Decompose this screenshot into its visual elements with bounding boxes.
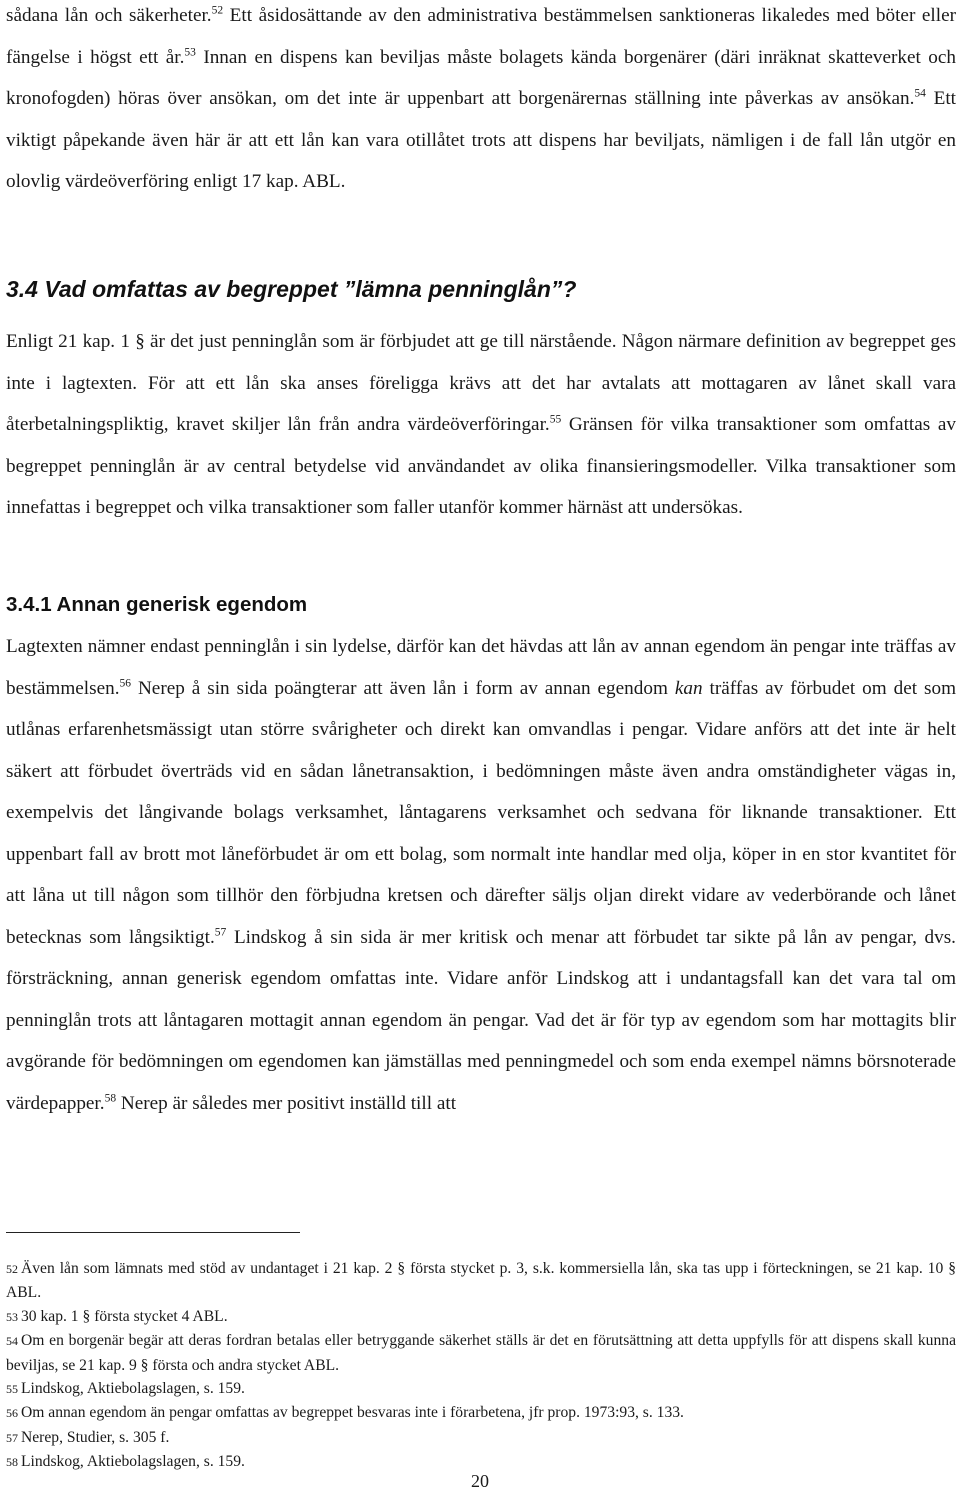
paragraph-text: Ett åsidosättande av den administrativa bestämmelsen sanktioneras likaledes med böter eller fängelse i högst ett år. <box>6 5 956 68</box>
footnote-ref: 56 <box>119 677 131 690</box>
footnotes <box>6 1257 956 1475</box>
footnote <box>6 1305 956 1329</box>
footnote-ref: 57 <box>214 926 227 939</box>
section-heading-3-4: 3.4 Vad omfattas av begreppet ”lämna penninglån”? <box>6 276 577 302</box>
footnote-text: 30 kap. 1 § första stycket 4 ABL. <box>21 1307 228 1325</box>
footnote-number: 55 <box>6 1382 18 1397</box>
footnote-number: 52 <box>6 1262 18 1276</box>
page-number: 20 <box>471 1471 489 1491</box>
paragraph-text: träffas av förbudet om det som utlånas erfarenhetsmässigt utan större svårigheter och direkt kan omvandlas i pengar. Vidare anförs att det inte är helt säkert att förbudet överträds vid en sådan lånetransaktion, i bedömningen måste även andra omständigheter vägas in, exempelvis det långivande bolags verksamhet, låntagarens verksamhet och sedvana för liknande transaktioner. Ett uppenbart fall av brott mot låneförbudet är om ett bolag, som normalt inte handlar med olja, köper in en stor kvantitet för att låna ut till någon som tillhör den förbjudna kretsen och därefter säljs oljan direkt vidare av vederbörande och lånet betecknas som långsiktigt. <box>6 677 956 948</box>
footnote-ref: 55 <box>549 413 562 426</box>
footnote <box>6 1377 956 1401</box>
paragraph-text: Nerep å sin sida poängterar att även lån i form av annan egendom <box>131 677 675 699</box>
paragraph-annan-egendom <box>6 626 956 1124</box>
paragraph-penninglan-definition <box>6 321 956 529</box>
footnote-separator <box>6 1232 300 1233</box>
footnote-ref: 54 <box>914 87 926 100</box>
paragraph-text: Lindskog å sin sida är mer kritisk och menar att förbudet tar sikte på lån av pengar, dvs. försträckning, annan generisk egendom omfattas inte. Vidare anför Lindskog att i undantagsfall kan det vara tal om penninglån trots att låntagaren mottagit annan egendom än pengar. Vad det är för typ av egendom som har mottagits blir avgörande för bedömningen om egendomen kan jämställas med penningmedel och som enda exempel nämns börsnoterade värdepapper. <box>6 926 956 1114</box>
footnote-number: 54 <box>6 1334 18 1349</box>
paragraph-text: Gränsen för vilka transaktioner som omfattas av begreppet penninglån är av central betydelse vid användandet av olika finansieringsmodeller. Vilka transaktioner som innefattas i begreppet och vilka transaktioner som faller utanför kommer härnäst att undersökas. <box>6 414 957 518</box>
paragraph-text: Enligt 21 kap. 1 § är det just penninglån som är förbjudet att ge till närstående. Någon närmare definition av begreppet ges inte i lagtexten. För att ett lån ska anses föreligga krävs att det har avtalats att mottagaren av lånet skall vara återbetalningspliktig, kravet skiljer lån från andra värdeöverföringar. <box>6 331 956 435</box>
footnote-text: Lindskog, Aktiebolagslagen, s. 159. <box>21 1380 245 1398</box>
footnote <box>6 1257 956 1305</box>
section-heading-3-4-1: 3.4.1 Annan generisk egendom <box>6 593 308 616</box>
footnote-text: Lindskog, Aktiebolagslagen, s. 159. <box>21 1453 245 1471</box>
footnote-ref: 52 <box>211 4 224 17</box>
paragraph-text: Nerep är således mer positivt inställd till att <box>116 1092 457 1114</box>
footnote-text: Nerep, Studier, s. 305 f. <box>21 1428 170 1446</box>
footnote-number: 58 <box>6 1455 18 1470</box>
footnote <box>6 1329 956 1377</box>
footnote-text: Även lån som lämnats med stöd av undantaget i 21 kap. 2 § första stycket p. 3, s.k. kommersiella lån, ska tas upp i förteckningen, se 21 kap. 10 § ABL. <box>6 1260 956 1302</box>
emphasis-text: kan <box>674 677 703 699</box>
paragraph-text: Lagtexten nämner endast penninglån i sin lydelse, därför kan det hävdas att lån av annan egendom än pengar inte träffas av bestämmelsen. <box>6 636 956 699</box>
footnote-ref: 58 <box>104 1092 117 1105</box>
footnote-text: Om annan egendom än pengar omfattas av begreppet besvaras inte i förarbetena, jfr prop. 1973:93, s. 133. <box>21 1404 684 1422</box>
footnote-text: Om en borgenär begär att deras fordran betalas eller betryggande säkerhet ställs är det en förutsättning att detta uppfylls för att dispens skall kunna beviljas, se 21 kap. 9 § första och andra stycket ABL. <box>6 1332 956 1374</box>
paragraph-text: Ett viktigt påpekande även här är att ett lån kan vara otillåtet trots att dispens har beviljats, nämligen i de fall lån utgör en olovlig värdeöverföring enligt 17 kap. ABL. <box>6 88 957 192</box>
paragraph-text: Innan en dispens kan beviljas måste bolagets kända borgenärer (däri inräknat skatteverket och kronofogden) höras över ansökan, om det inte är uppenbart att borgenärernas ställning inte påverkas av ansökan. <box>6 46 956 109</box>
footnote <box>6 1426 956 1450</box>
paragraph-text: sådana lån och säkerheter. <box>6 5 212 26</box>
footnote-ref: 53 <box>184 46 196 59</box>
paragraph-dispens <box>6 0 956 203</box>
footnote-number: 53 <box>6 1309 18 1324</box>
footnote <box>6 1401 956 1425</box>
footnote-number: 56 <box>6 1406 18 1421</box>
footnote-number: 57 <box>6 1430 18 1445</box>
